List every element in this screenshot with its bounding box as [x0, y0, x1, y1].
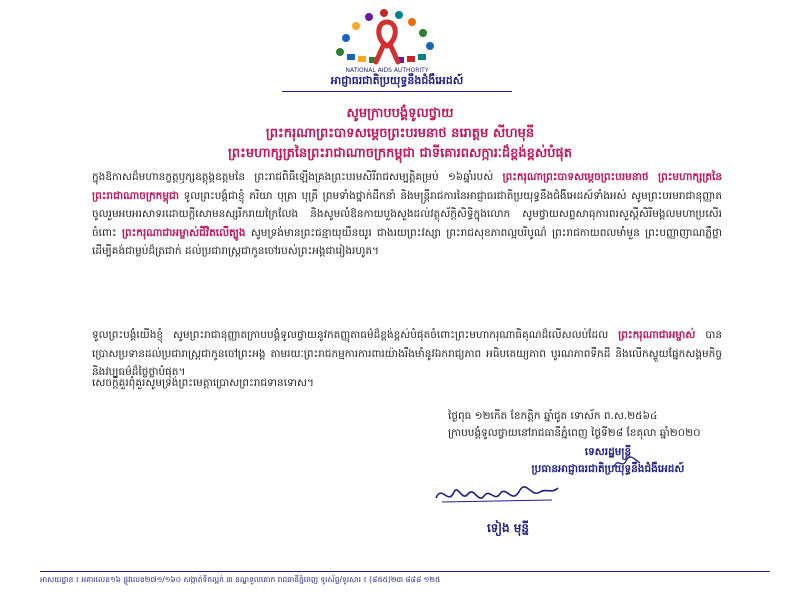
- p2-text-a: ទូលព្រះបង្គំយើងខ្ញុំ សូមព្រះរាជានុញ្ញាតក្រាបបង្គំទូលថ្វាយនូវកតញ្ញុតាធម៌ដ៏ខ្ពង់ខ្ពស់បំផុតចំពោះព្រះមហាករុណាធិគុណដ៏លើសលប់ដែល: [92, 329, 609, 341]
- p1-highlight-king: ព្រះករុណាព្រះបាទសម្តេចព្រះបរមនាថ ព្រះមហាក្សត្រនៃព្រះរាជាណាចក្រកម្ពុជា: [92, 171, 723, 202]
- logo-text: NATIONAL AIDS AUTHORITY: [345, 67, 429, 74]
- p2-text-c: បានប្រោសប្រទានដល់ប្រជារាស្ត្រជាកូនចៅព្រះអង្គ តាមរយៈព្រះរាជកម្មការការពារយ៉ាងរឹងមាំនូវឯករាជ្យភាព អធិបតេយ្យភាព បូរណភាពទឹកដី និងលើកស្ទួយផ្នែកសង្គមកិច្ចនិងវប្បធម៌ដ៏ថ្លៃថ្លាបំផុត។: [92, 329, 722, 378]
- handwritten-signature: [432, 476, 562, 512]
- organization-name: អាជ្ញាធរជាតិប្រយុទ្ធនឹងជំងឺអេដស៍: [282, 74, 512, 92]
- date-block: [448, 408, 768, 442]
- place-date: ក្រាបបង្គំទូលថ្វាយនៅរាជធានីភ្នំពេញ ថ្ងៃទី២៨ ខែតុលា ឆ្នាំ២០២០: [448, 427, 701, 439]
- title-line-1: សូមក្រាបបង្គំទូលថ្វាយ: [346, 106, 454, 121]
- p1-text-a: ក្នុងឱកាសដ៏មហានក្ខត្តឫក្សឧត្តុង្គឧត្តមនៃ ព្រះរាជពិធីឡើងគ្រងព្រះបរមសិរីរាជសម្បត្តិគម្រប់ ១៦ឆ្នាំរបស់: [92, 171, 494, 183]
- p1-text-c: ទូលព្រះបង្គំជាខ្ញុំ ភរិយា បុត្រា បុត្រី ព្រមទាំងថ្នាក់ដឹកនាំ និងមន្ត្រីរាជការនៃអាជ្ញាធរជាតិប្រយុទ្ធនឹងជំងឺអេដស៍ទាំងអស់ សូមព្រះបរមរាជានុញ្ញាតចូលរួមអបអរសាទរដោយក្តីសោមនស្សរីករាយក្រៃលែង និងសូមលំឱនកាយបួងសួងដល់វត្ថុស័ក្តិសិទ្ធិក្នុងលោក សូមថ្វាយសព្ទសាធុការពរសួស្តីសិរីមង្គលមហាប្រសើរចំពោះ: [92, 189, 723, 239]
- title-line-2: ព្រះករុណាព្រះបាទសម្តេចព្រះបរមនាថ នរោត្តម សីហមុនី: [265, 126, 535, 141]
- footer-divider: [40, 571, 770, 572]
- p1-text-e: សូមទ្រង់មានព្រះជន្មាយុយឺនយូរ ជាងរយព្រះវស្សា ព្រះរាជសុខភាពល្អបរិបូណ៌ ព្រះរាជកាយពលមាំមួន ព្រះបញ្ញាញាណភ្លឺថ្លា ដើម្បីគង់ជាម្លប់ដ៏ត្រជាក់ ដល់ប្រជារាស្ត្រជាកូនចៅរបស់ព្រះអង្គជារៀងរហូត។: [92, 226, 722, 257]
- lunar-date: ថ្ងៃពុធ ១២កើត ខែកត្តិក ឆ្នាំជូត ទោស័ក ព.ស.២៥៦៤: [448, 410, 658, 422]
- initial-mark: [612, 455, 642, 471]
- nac-logo: [312, 4, 462, 76]
- signer-title: [448, 444, 768, 478]
- paragraph-3: សេចក្តីគួរពុំគួរសូមទ្រង់ព្រះមេត្តាប្រោសព្រះរាជទានទោស។: [92, 377, 314, 389]
- title-line-3: ព្រះមហាក្សត្រនៃព្រះរាជាណាចក្រកម្ពុជា ជាទីគោរពសក្ការៈដ៏ខ្ពង់ខ្ពស់បំផុត: [228, 146, 572, 161]
- p1-highlight-majesty: ព្រះករុណាជាអម្ចាស់ជីវិតលើត្បូង: [121, 226, 246, 239]
- p2-highlight-majesty: ព្រះករុណាជាអម្ចាស់: [618, 329, 696, 341]
- logo-graphic: [312, 4, 462, 76]
- footer-contact: អាសយដ្ឋាន ៖ អគារលេខ១៦ ផ្លូវលេខ២៧១/១៦០ សង្កាត់ទឹកល្អក់ ៣ ខណ្ឌទួលគោក រាជធានីភ្នំពេញ ទូរស័ព្ទ/ទូរសារ ៖ (៨៥៥)២៣ ៨៨៨ ១២៥: [40, 575, 441, 584]
- signer-rank: ទេសរដ្ឋមន្ត្រី: [584, 446, 632, 458]
- paragraph-1: [92, 168, 722, 261]
- signer-position: ប្រធានអាជ្ញាធរជាតិប្រយុទ្ធនឹងជំងឺអេដស៍: [531, 463, 685, 475]
- salutation-title: [40, 104, 760, 164]
- signer-name: ទៀង មុន្នី: [486, 521, 530, 535]
- red-ribbon-icon: [376, 22, 398, 62]
